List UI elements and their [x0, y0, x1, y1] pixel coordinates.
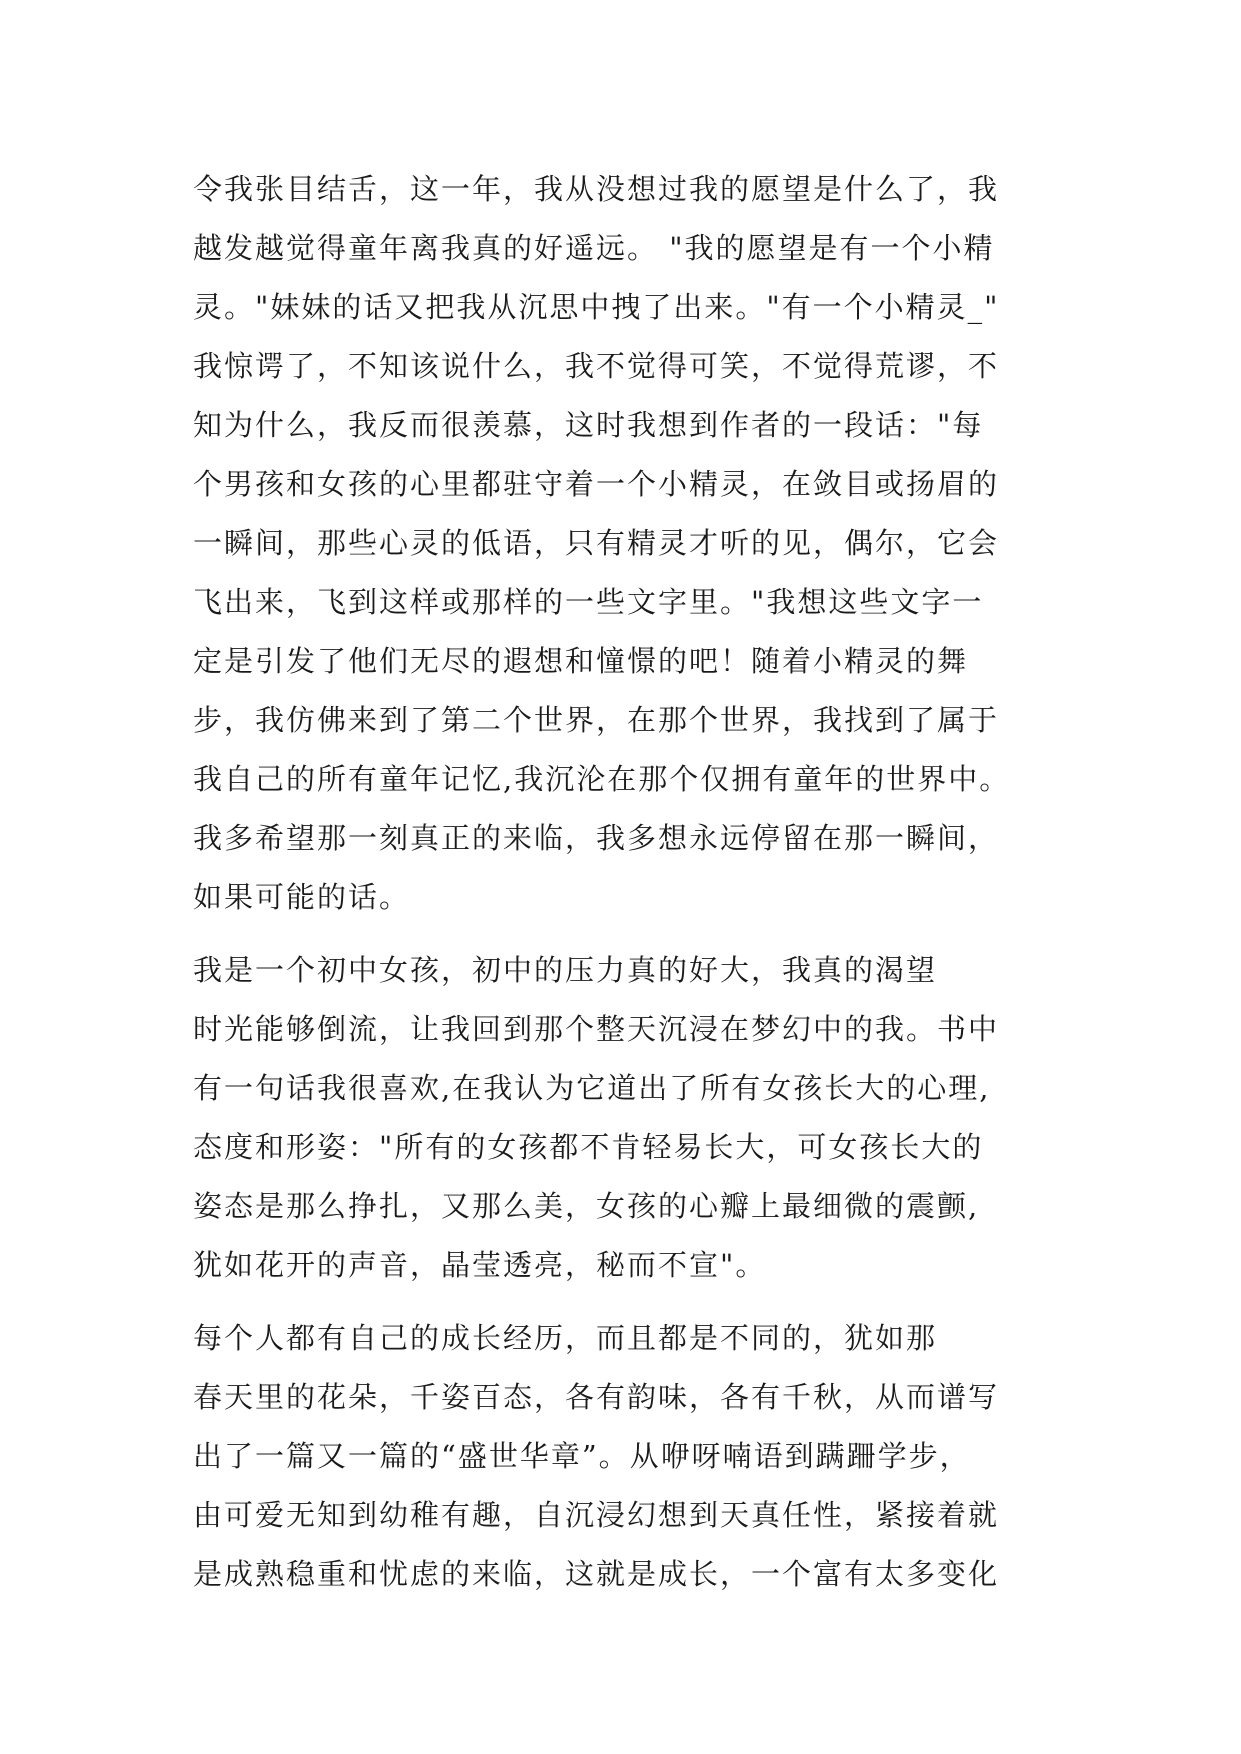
text-line: 个男孩和女孩的心里都驻守着一个小精灵，在敛目或扬眉的 [193, 467, 1000, 501]
text-line: 我惊谔了，不知该说什么，我不觉得可笑，不觉得荒谬，不 [193, 349, 1000, 383]
text-line: 有一句话我很喜欢,在我认为它道出了所有女孩长大的心理, [193, 1071, 991, 1105]
text-line: 出了一篇又一篇的“盛世华章”。从咿呀喃语到蹒跚学步， [193, 1439, 971, 1473]
text-line: 飞出来，飞到这样或那样的一些文字里。"我想这些文字一 [193, 585, 984, 619]
paragraph-gap [193, 1295, 1073, 1309]
text-line: 每个人都有自己的成长经历，而且都是不同的，犹如那 [193, 1321, 938, 1355]
text-line: 犹如花开的声音，晶莹透亮，秘而不宣"。 [193, 1248, 767, 1282]
text-line: 态度和形姿："所有的女孩都不肯轻易长大，可女孩长大的 [193, 1130, 984, 1164]
text-line: 是成熟稳重和忧虑的来临，这就是成长，一个富有太多变化 [193, 1557, 1000, 1591]
text-line: 春天里的花朵，千姿百态，各有韵味，各有千秋，从而谱写 [193, 1380, 1000, 1414]
text-line: 姿态是那么挣扎，又那么美，女孩的心瓣上最细微的震颤, [193, 1189, 980, 1223]
text-line: 越发越觉得童年离我真的好遥远。 "我的愿望是有一个小精 [193, 231, 995, 265]
text-line: 我自己的所有童年记忆,我沉沦在那个仅拥有童年的世界中。 [193, 762, 1011, 796]
text-line: 如果可能的话。 [193, 880, 411, 914]
body-text [193, 160, 1073, 1604]
text-line: 由可爱无知到幼稚有趣，自沉浸幻想到天真任性，紧接着就 [193, 1498, 1000, 1532]
text-line: 步，我仿佛来到了第二个世界，在那个世界，我找到了属于 [193, 703, 1000, 737]
text-line: 定是引发了他们无尽的遐想和憧憬的吧！随着小精灵的舞 [193, 644, 969, 678]
text-line: 时光能够倒流，让我回到那个整天沉浸在梦幻中的我。书中 [193, 1012, 1000, 1046]
text-line: 灵。"妹妹的话又把我从沉思中拽了出来。"有一个小精灵_" [193, 290, 1000, 324]
text-line: 一瞬间，那些心灵的低语，只有精灵才听的见，偶尔，它会 [193, 526, 1000, 560]
text-line: 令我张目结舌，这一年，我从没想过我的愿望是什么了，我 [193, 172, 1000, 206]
text-line: 我是一个初中女孩，初中的压力真的好大，我真的渴望 [193, 953, 938, 987]
text-line: 我多希望那一刻真正的来临，我多想永远停留在那一瞬间， [193, 821, 1000, 855]
paragraph-gap [193, 927, 1073, 941]
text-line: 知为什么，我反而很羡慕，这时我想到作者的一段话："每 [193, 408, 984, 442]
